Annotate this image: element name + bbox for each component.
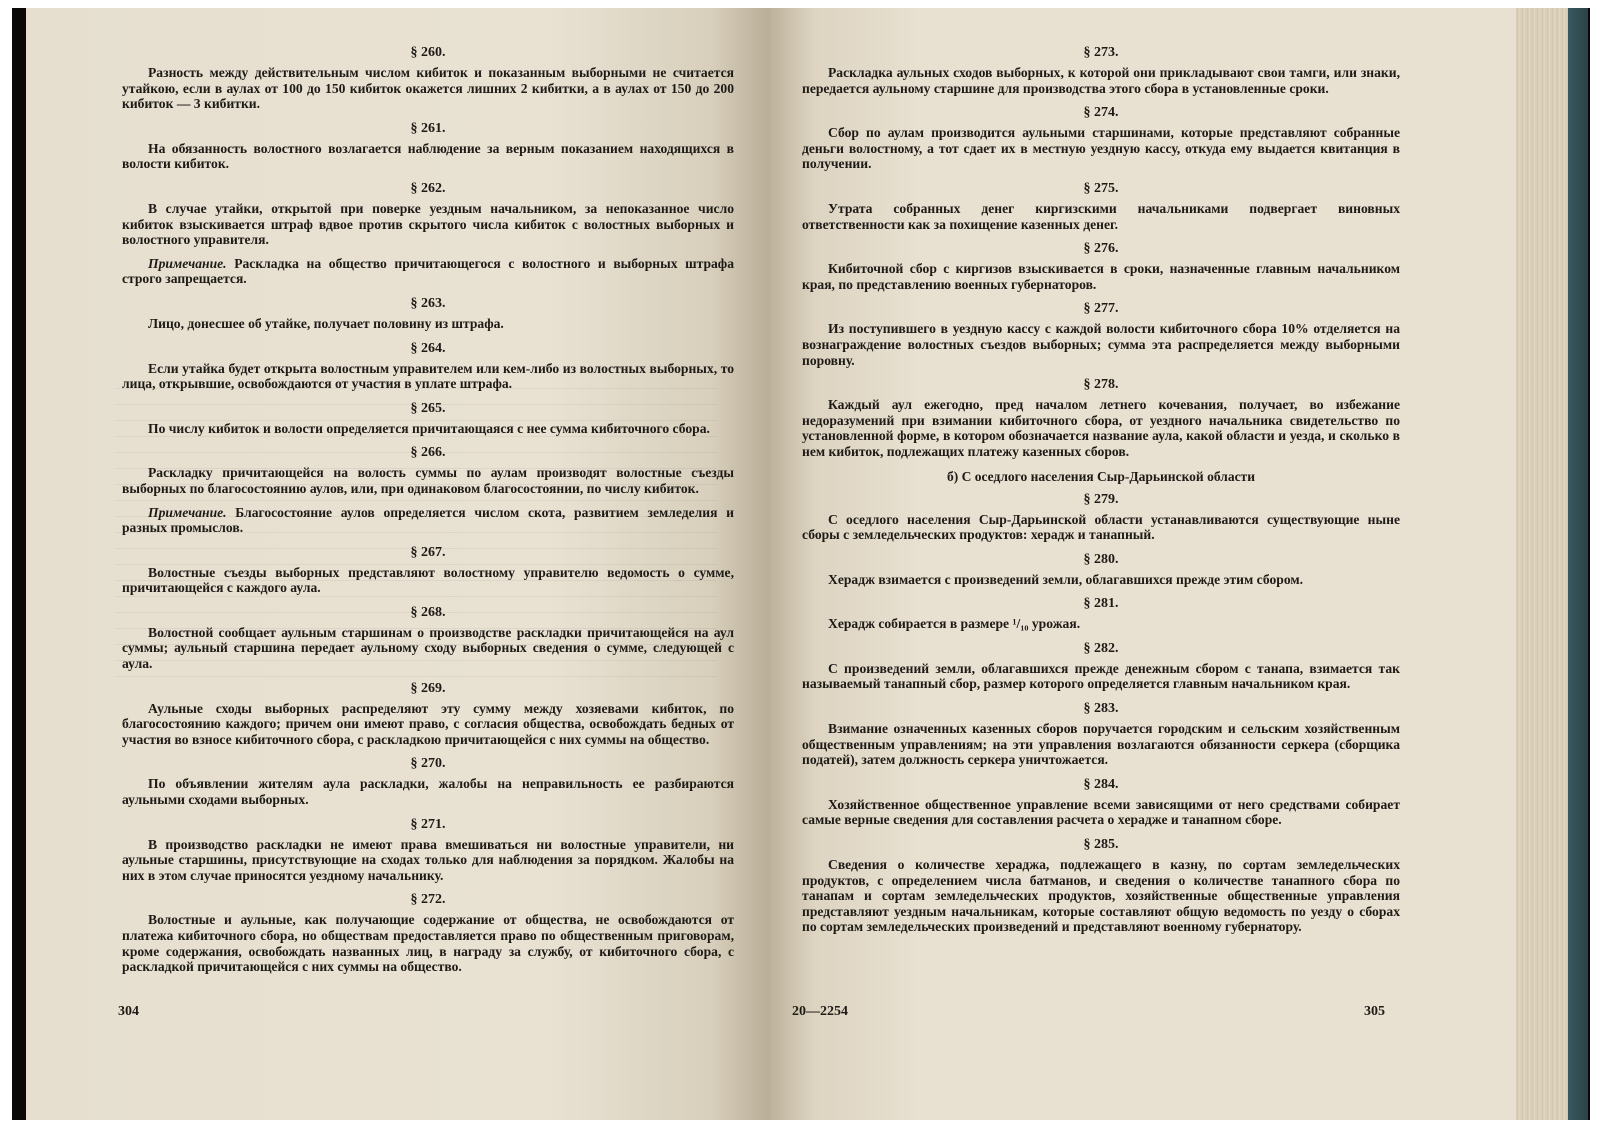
section-heading: § 262.	[410, 180, 446, 196]
paragraph: С оседлого населения Сыр-Дарьинской области устанавливаются существующие ныне сборы с земледельческих продуктов: херадж и танапный.	[802, 511, 1400, 543]
section-heading: § 279.	[1083, 491, 1119, 507]
paragraph: По объявлении жителям аула раскладки, жалобы на неправильность ее разбираются аульными сходами выборных.	[122, 776, 734, 808]
section-heading: § 283.	[1083, 701, 1119, 717]
book-spread	[12, 8, 1590, 1120]
paragraph: Раскладку причитающейся на волость суммы по аулам производят волостные съезды выборных по благосостоянию аулов, или, при одинаковом благосостоянии, по числу кибиток.	[122, 465, 734, 496]
section-heading: § 272.	[410, 892, 446, 908]
section-heading: § 261.	[410, 120, 446, 136]
paragraph: Хозяйственное общественное управление всеми зависящими от него средствами собирает самые верные сведения для составления расчета о хeрадже и танапном сборе.	[802, 796, 1400, 828]
paragraph: Лицо, донесшее об утайке, получает половину из штрафа.	[148, 315, 504, 331]
paragraph: Сведения о количестве хераджа, подлежащего в казну, по сортам земледельческих продуктов, с определением числа батманов, и сведения о количестве танапного сбора по танапам и сортам земледельческих продуктов, хозяйственные общественные управления представляют уездным начальникам, которые составляют общую ведомость по уезду о сборах по сортам земледельческих произведений и представляют военному губернатору.	[802, 857, 1400, 935]
right-page-number: 305	[1364, 1004, 1385, 1019]
paragraph: По числу кибиток и волости определяется причитающаяся с нее сумма кибиточного сбора.	[148, 420, 710, 436]
section-heading: § 273.	[1083, 45, 1119, 60]
paragraph: Каждый аул ежегодно, пред началом летнего кочевания, получает, во избежание недоразумений при взимании кибиточного сбора, от уездного начальника свидетельство по установленной форме, в котором обозначается название аула, какой области и уезда, и сколько в нем кибиток, подлежащих платежу казенных сборов.	[802, 397, 1400, 459]
section-heading: § 277.	[1083, 301, 1119, 317]
section-heading: § 281.	[1083, 596, 1119, 612]
paragraph: Взимание означенных казенных сборов поручается городским и сельским хозяйственным общественным управлениям; на эти управления возлагаются обязанности серкера (сборщика податей), затем должность серкера уничтожается.	[802, 721, 1400, 768]
paragraph: Сбор по аулам производится аульными старшинами, которые представляют собранные деньги волостному, а тот сдает их в местную уездную кассу, откуда ему выдается квитанция в получении.	[802, 125, 1400, 172]
section-heading: § 270.	[410, 756, 446, 772]
section-heading: § 260.	[410, 45, 446, 60]
paragraph: Волостные и аульные, как получающие содержание от общества, не освобождаются от платежа кибиточного сбора, но обществам предоставляется право по общественным приговорам, кроме содержания, освобождать названных лиц, в награду за службу, от кибиточного сбора, с раскладкой причитающейся с них суммы на общество.	[122, 912, 734, 975]
paragraph: Раскладка аульных сходов выборных, к которой они прикладывают свои тамги, или знаки, передается аульному старшине для производства этого сбора в установленные сроки.	[802, 65, 1400, 96]
section-heading: § 282.	[1083, 640, 1119, 656]
paragraph: Херадж собирается в размере ¹/₁₀ урожая.	[828, 616, 1081, 632]
section-heading: § 276.	[1083, 241, 1119, 257]
section-heading: § 264.	[410, 340, 446, 356]
section-heading: § 267.	[410, 544, 446, 560]
section-heading: § 284.	[1083, 776, 1119, 792]
section-heading: § 271.	[410, 816, 446, 832]
section-heading: § 269.	[410, 680, 446, 696]
paragraph: В случае утайки, открытой при поверке уездным начальником, за непоказанное число кибиток взыскивается штраф вдвое против скрытого числа кибиток с волостных выборных и волостного управителя.	[122, 200, 734, 248]
signature-mark: 20—2254	[792, 1004, 848, 1019]
note-paragraph	[122, 505, 734, 536]
paragraph: Волостные съезды выборных представляют волостному управителю ведомость о сумме, причитающейся с каждого аула.	[122, 564, 734, 596]
book-page-edges	[1516, 8, 1588, 1120]
section-heading: § 268.	[410, 604, 446, 620]
left-page	[26, 8, 770, 1120]
note-text: Раскладка на общество причитающегося с волостного и выборных штрафа строго запрещается.	[122, 255, 734, 287]
section-heading: § 280.	[1083, 551, 1119, 567]
paragraph: В производство раскладки не имеют права вмешиваться ни волостные управители, ни аульные старшины, присутствующие на сходах только для наблюдения за порядком. Жалобы на них в этом случае приносятся уездному начальнику.	[122, 836, 734, 883]
section-heading: § 266.	[410, 445, 446, 461]
section-heading: § 285.	[1083, 837, 1119, 853]
section-heading: § 278.	[1083, 377, 1119, 393]
paragraph: С произведений земли, облагавшихся прежде денежным сбором с танапа, взимается так называемый танапный сбор, размер которого определяется главным начальником края.	[802, 660, 1400, 692]
note-text: Благосостояние аулов определяется числом скота, развитием земледелия и разных промыслов.	[122, 504, 734, 536]
note-lead: Примечание.	[148, 504, 227, 520]
right-page	[770, 8, 1516, 1120]
section-heading: § 275.	[1083, 180, 1119, 196]
paragraph: Кибиточной сбор с киргизов взыскивается в сроки, назначенные главным начальником края, по представлению военных губернаторов.	[802, 261, 1400, 292]
paragraph: Волостной сообщает аульным старшинам о производстве раскладки причитающейся на аул суммы; аульный старшина передает аульному сходу выборных сведения о сумме, следующей с аула.	[122, 624, 734, 672]
section-heading: § 274.	[1083, 105, 1119, 121]
paragraph: На обязанность волостного возлагается наблюдение за верным показанием находящихся в волости кибиток.	[122, 140, 734, 172]
paragraph: Разность между действительным числом кибиток и показанным выборными не считается утайкою, если в аулах от 100 до 150 кибиток окажется лишних 2 кибитки, а в аулах от 150 до 200 кибиток — 3 кибитки.	[122, 65, 734, 112]
left-page-number: 304	[118, 1004, 139, 1019]
paragraph: Херадж взимается с произведений земли, облагавшихся прежде этим сбором.	[828, 571, 1304, 587]
note-lead: Примечание.	[148, 255, 227, 271]
paragraph: Если утайка будет открыта волостным управителем или кем-либо из волостных выборных, то лица, открывшие, освобождаются от участия в уплате штрафа.	[122, 360, 734, 392]
paragraph: Из поступившего в уездную кассу с каждой волости кибиточного сбора 10% отделяется на вознаграждение волостных съездов выборных; сумма эта распределяется между выборными поровну.	[802, 321, 1400, 368]
section-heading: § 265.	[410, 400, 446, 416]
paragraph: Аульные сходы выборных распределяют эту сумму между хозяевами кибиток, по благосостоянию каждого; причем они имеют право, с согласия общества, освобождать бедных от участия во взносе кибиточного сбора, с раскладкою причитающейся с них суммы на общество.	[122, 700, 734, 747]
section-heading: § 263.	[410, 295, 446, 311]
paragraph: Утрата собранных денег киргизскими начальниками подвергает виновных ответственности как за похищение казенных денег.	[802, 200, 1400, 232]
subsection-heading: б) С оседлого населения Сыр-Дарьинской области	[947, 468, 1255, 484]
right-text-column	[802, 38, 1400, 943]
note-paragraph	[122, 256, 734, 287]
left-text-column	[122, 38, 734, 983]
